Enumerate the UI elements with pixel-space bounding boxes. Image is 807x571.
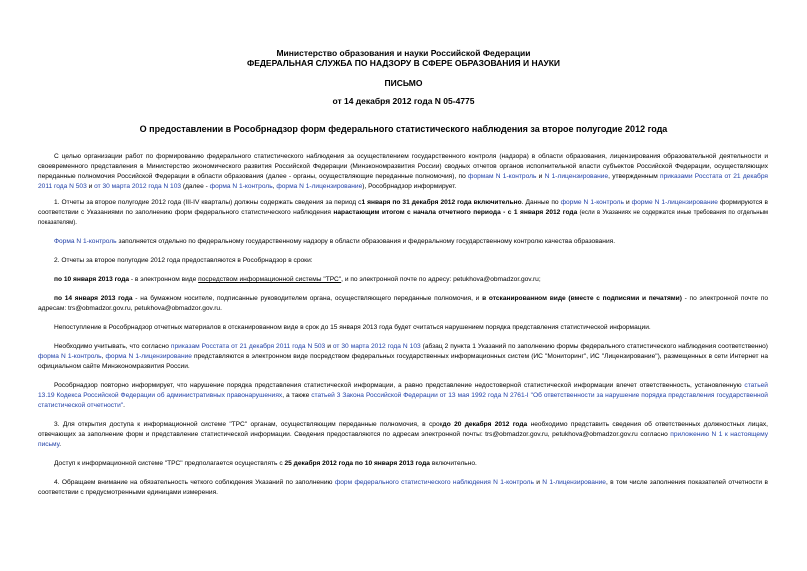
ministry-name: Министерство образования и науки Российской Федерации <box>276 48 531 58</box>
paragraph-electronic-forms: Необходимо учитывать, что согласно приказам Росстата от 21 декабря 2011 года N 503 и от 30 марта 2012 года N 103 (абзац 2 пункта 1 Указаний по заполнению формы федерального статистического наблюдения соответственно) форма N 1-контроль, форма N 1-лицензирование представляются в электронном виде посредством федеральных государственных информационных систем (ИС "Мониторинг", ИС "Лицензирование"), размещенных в сети Интернет на официальном сайте Минэкономразвития России. <box>38 343 768 370</box>
paragraph-responsibility: Рособрнадзор повторно информирует, что нарушение порядка представления статистической информации, а равно представление недостоверной статистической информации влечет ответственность, установленную статьей 13.19 Кодекса Российской Федерации об административных правонарушениях, а также статьей 3 Закона Российской Федерации от 13 мая 1992 года N 2761-I "Об ответственности за нарушение порядка представления государственной статистической отчетности". <box>38 382 768 409</box>
link-form-1-control[interactable]: формам N 1-контроль <box>468 173 537 180</box>
link-koap-article-13-19[interactable]: статьей 13.19 Кодекса Российской Федерации об административных правонарушениях <box>38 382 768 399</box>
paragraph-deadline-1: по 10 января 2013 года - в электронном виде посредством информационной системы "ТРС", и по электронной почте по адресу: petukhova@obmadzor.gov.ru; <box>54 276 541 283</box>
link-rosstat-order-503-2[interactable]: приказам Росстата от 21 декабря 2011 года N 503 <box>170 343 326 350</box>
paragraph-deadline-2: по 14 января 2013 года - на бумажном носителе, подписанные руководителем органа, осуществляющего переданные полномочия, и в отсканированном виде (вместе с подписями и печатями) - по электронной почте по адресам: trs@obmadzor.gov.ru, petukhova@obmadzor.gov.ru. <box>38 295 768 312</box>
link-appendix-1[interactable]: приложению N 1 к настоящему письму <box>38 431 768 448</box>
link-forms-1-licensing[interactable]: N 1-лицензирование <box>542 479 606 486</box>
link-form-1-control-3[interactable]: форме N 1-контроль <box>560 199 624 206</box>
document-type: ПИСЬМО <box>384 78 423 88</box>
paragraph-non-receipt: Непоступление в Рособрнадзор отчетных материалов в отсканированном виде в срок до 15 января 2013 года будет считаться нарушением порядка представления статистической информации. <box>54 324 651 331</box>
link-form-1-control-4[interactable]: Форма N 1-контроль <box>54 238 117 245</box>
link-form-1-control-2[interactable]: форма N 1-контроль <box>209 183 273 190</box>
link-form-1-licensing-2[interactable]: форма N 1-лицензирование <box>276 183 363 190</box>
link-law-2761-1-article-3[interactable]: статьей 3 Закона Российской Федерации от 13 мая 1992 года N 2761-I "Об ответственности за нарушение порядка представления государственной статистической отчетности" <box>38 392 768 409</box>
paragraph-4: 4. Обращаем внимание на обязательность четкого соблюдения Указаний по заполнению форм федерального статистического наблюдения N 1-контроль и N 1-лицензирование, в том числе заполнения показателей отчетности в соответствии с предусмотренными единицами измерения. <box>38 479 768 496</box>
trs-system-reference: посредством информационной системы "ТРС" <box>198 276 342 283</box>
service-name: ФЕДЕРАЛЬНАЯ СЛУЖБА ПО НАДЗОРУ В СФЕРЕ ОБРАЗОВАНИЯ И НАУКИ <box>246 58 561 68</box>
paragraph-intro: С целью организации работ по формированию федерального статистического наблюдения за осуществлением государственного контроля (надзора) в области образования, лицензирования образовательной деятельности и своевременного представления в Министерство экономического развития Российской Федерации (Минэкономразвития России) сводных отчетов органов исполнительной власти субъектов Российской Федерации, осуществляющих переданные полномочия Российской Федерации в области образования (далее - органы, осуществляющие переданные полномочия), по формам N 1-контроль и N 1-лицензирование, утвержденным приказами Росстата от 21 декабря 2011 года N 503 и от 30 марта 2012 года N 103 (далее - форма N 1-контроль, форма N 1-лицензирование), Рособрнадзор информирует. <box>38 153 768 190</box>
document-body <box>38 152 768 507</box>
paragraph-2: 2. Отчеты за второе полугодие 2012 года предоставляются в Рособрнадзор в сроки: <box>54 257 313 264</box>
link-form-1-control-5[interactable]: форма N 1-контроль <box>38 353 102 360</box>
link-form-1-licensing-5[interactable]: форма N 1-лицензирование <box>105 353 192 360</box>
link-forms-1-control[interactable]: форм федерального статистического наблюдения N 1-контроль <box>334 479 534 486</box>
link-rosstat-order-503[interactable]: приказами Росстата от 21 декабря 2011 года N 503 <box>38 173 768 190</box>
link-rosstat-order-103[interactable]: от 30 марта 2012 года N 103 <box>94 183 182 190</box>
paragraph-1: 1. Отчеты за второе полугодие 2012 года (III-IV кварталы) должны содержать сведения за период с1 января по 31 декабря 2012 года включительно. Данные по форме N 1-контроль и форме N 1-лицензирование формируются в соответствии с Указаниями по заполнению форм федерального статистического наблюдения нарастающим итогом с начала отчетного периода - с 1 января 2012 года (если в Указаниях не содержатся иные требования по отдельным показателям). <box>38 199 769 226</box>
link-form-1-licensing[interactable]: N 1-лицензирование <box>544 173 609 180</box>
paragraph-3: 3. Для открытия доступа к информационной системе "ТРС" органам, осуществляющим переданные полномочия, в срокдо 20 декабря 2012 года необходимо представить сведения об ответственных должностных лицах, отвечающих за заполнение форм и представление статистической информации. Сведения предоставляются по адресам электронной почты: trs@obmadzor.gov.ru, petukhova@obmadzor.gov.ru согласно приложению N 1 к настоящему письму. <box>38 421 769 448</box>
document-title: О предоставлении в Рособрнадзор форм федерального статистического наблюдения за второе полугодие 2012 года <box>139 124 668 134</box>
paragraph-access-period: Доступ к информационной системе "ТРС" предполагается осуществлять с 25 декабря 2012 года по 10 января 2013 года включительно. <box>54 460 477 467</box>
paragraph-form-note: Форма N 1-контроль заполняется отдельно по федеральному государственному надзору в области образования и федеральному государственному контролю качества образования. <box>54 238 616 245</box>
link-rosstat-order-103-2[interactable]: от 30 марта 2012 года N 103 <box>332 343 421 350</box>
document-date-number: от 14 декабря 2012 года N 05-4775 <box>332 96 475 106</box>
link-form-1-licensing-3[interactable]: форме N 1-лицензирование <box>631 199 718 206</box>
